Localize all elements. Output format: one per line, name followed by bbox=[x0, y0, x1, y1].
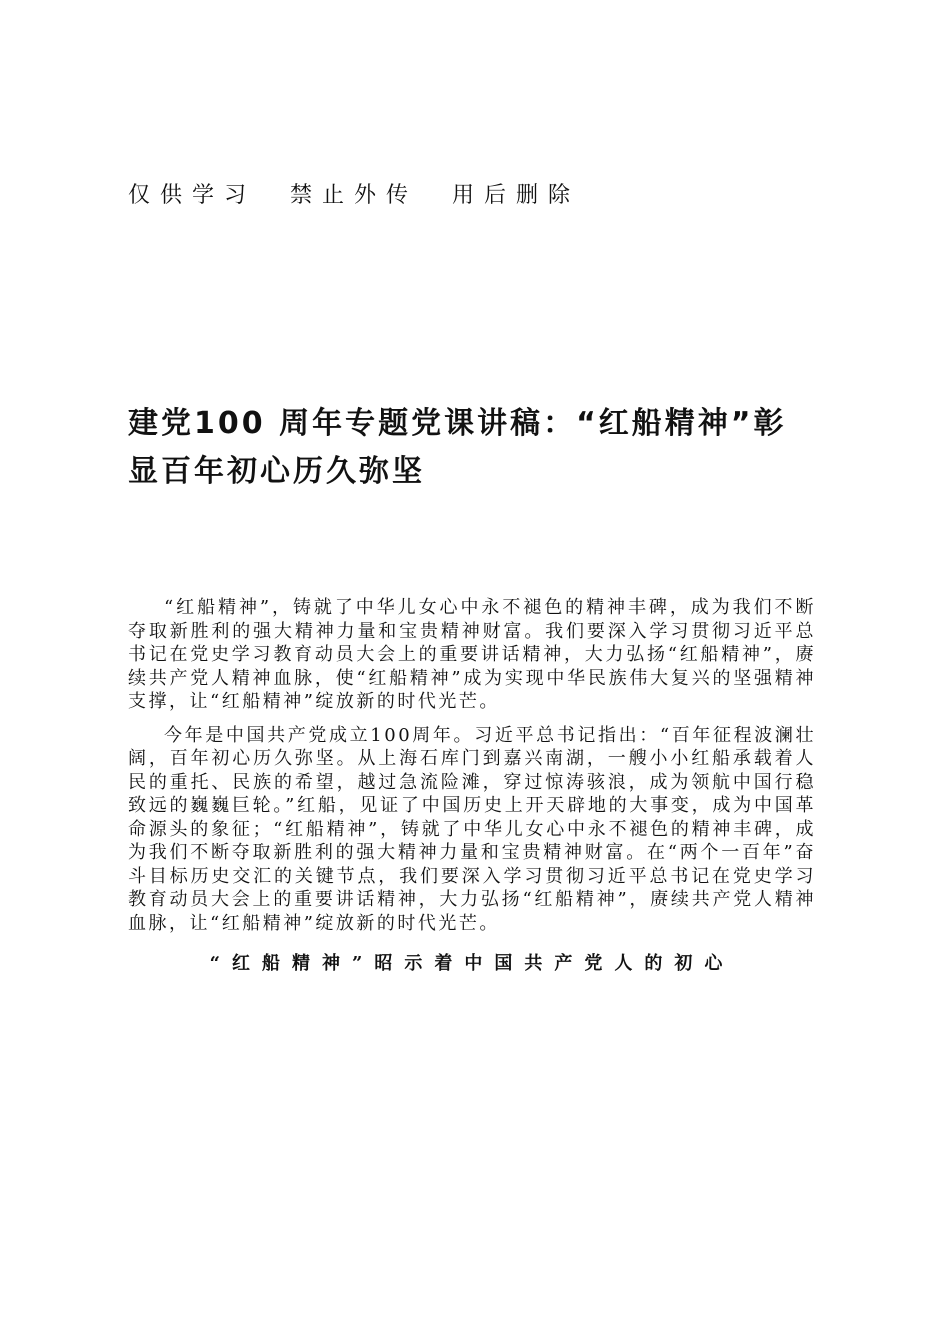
section-heading: “红船精神”昭示着中国共产党人的初心 bbox=[209, 953, 735, 974]
paragraph-intro: “红船精神”，铸就了中华儿女心中永不褪色的精神丰碑，成为我们不断夺取新胜利的强大精神力量和宝贵精神财富。我们要深入学习贯彻习近平总书记在党史学习教育动员大会上的重要讲话精神，大力弘扬“红船精神”，赓续共产党人精神血脉，使“红船精神”成为实现中华民族伟大复兴的坚强精神支撑，让“红船精神”绽放新的时代光芒。 bbox=[128, 597, 816, 712]
title-line-1: 建党100 周年专题党课讲稿：“红船精神”彰 bbox=[128, 406, 787, 441]
document-body bbox=[128, 596, 816, 975]
title-line-2: 显百年初心历久弥坚 bbox=[128, 454, 425, 489]
document-title bbox=[128, 400, 828, 496]
paragraph-main: 今年是中国共产党成立100周年。习近平总书记指出：“百年征程波澜壮阔，百年初心历久弥坚。从上海石库门到嘉兴南湖，一艘小小红船承载着人民的重托、民族的希望，越过急流险滩，穿过惊涛骇浪，成为领航中国行稳致远的巍巍巨轮。”红船，见证了中国历史上开天辟地的大事变，成为中国革命源头的象征；“红船精神”，铸就了中华儿女心中永不褪色的精神丰碑，成为我们不断夺取新胜利的强大精神力量和宝贵精神财富。在“两个一百年”奋斗目标历史交汇的关键节点，我们要深入学习贯彻习近平总书记在党史学习教育动员大会上的重要讲话精神，大力弘扬“红船精神”，赓续共产党人精神血脉，让“红船精神”绽放新的时代光芒。 bbox=[128, 724, 816, 934]
restriction-notice: 仅供学习 禁止外传 用后删除 bbox=[128, 183, 580, 208]
